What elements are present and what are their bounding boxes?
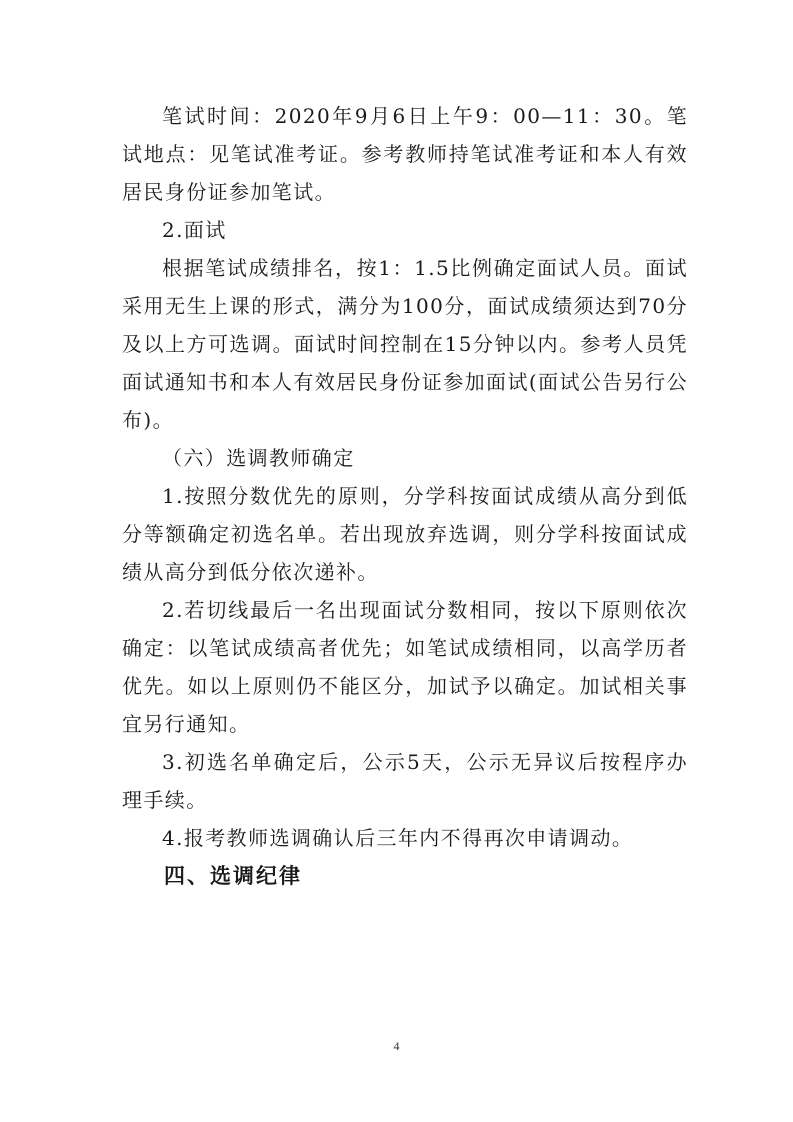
subheading-teacher-selection: （六）选调教师确定 — [162, 446, 355, 470]
paragraph-selection-rule-1: 1.按照分数优先的原则，分学科按面试成绩从高分到低分等额确定初选名单。若出现放弃选调，则分学科按面试成绩从高分到低分依次递补。 — [122, 484, 688, 584]
document-body — [122, 97, 688, 895]
paragraph-selection-rule-2: 2.若切线最后一名出现面试分数相同，按以下原则依次确定：以笔试成绩高者优先；如笔试成绩相同，以高学历者优先。如以上原则仍不能区分，加试予以确定。加试相关事宜另行通知。 — [122, 598, 688, 736]
paragraph-selection-rule-3: 3.初选名单确定后，公示5天，公示无异议后按程序办理手续。 — [122, 750, 688, 812]
paragraph-interview-rules: 根据笔试成绩排名，按1：1.5比例确定面试人员。面试采用无生上课的形式，满分为100分，面试成绩须达到70分及以上方可选调。面试时间控制在15分钟以内。参考人员凭面试通知书和本人有效居民身份证参加面试(面试公告另行公布)。 — [122, 256, 688, 432]
page-number: 4 — [393, 1039, 400, 1053]
section-title-discipline: 四、选调纪律 — [164, 864, 302, 888]
subheading-interview: 2.面试 — [162, 218, 227, 242]
paragraph-selection-rule-4: 4.报考教师选调确认后三年内不得再次申请调动。 — [162, 826, 634, 850]
paragraph-written-exam-time: 笔试时间：2020年9月6日上午9：00—11：30。笔试地点：见笔试准考证。参考教师持笔试准考证和本人有效居民身份证参加笔试。 — [122, 104, 688, 204]
